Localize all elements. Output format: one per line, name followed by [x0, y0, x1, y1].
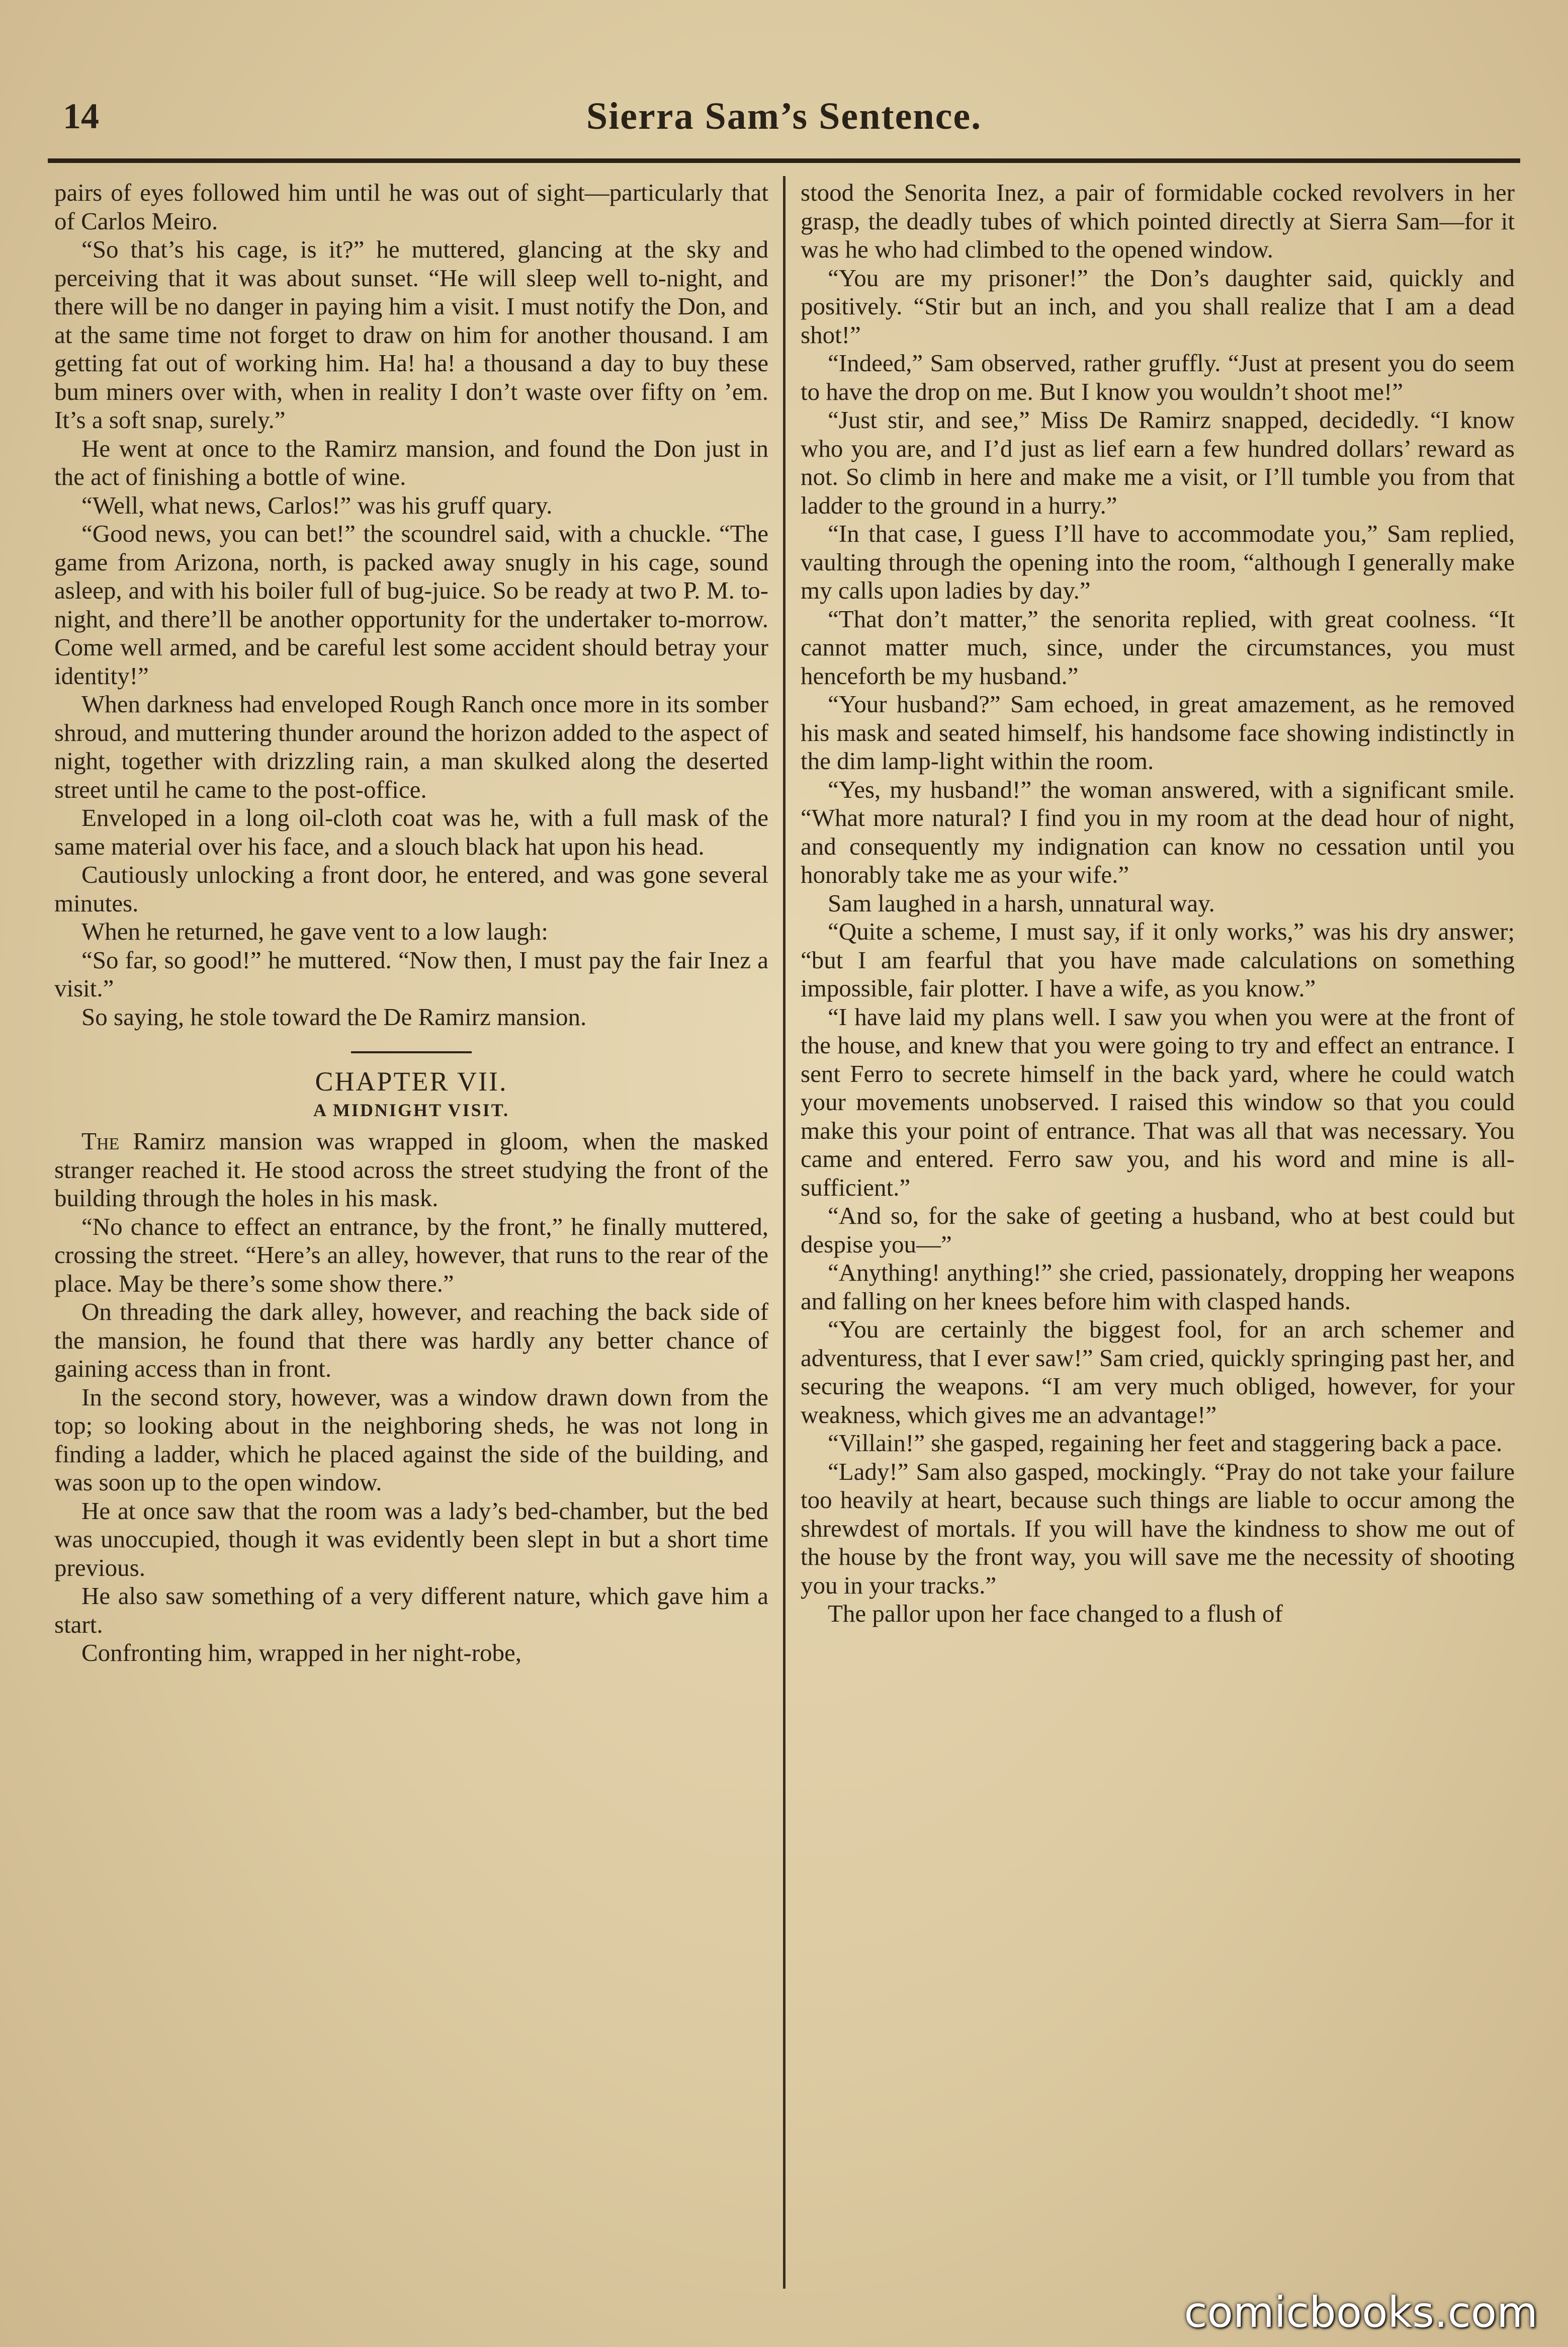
paragraph: “No chance to effect an entrance, by the front,” he finally muttered, crossing the street. “Here’s an alley, however, that runs to the rear of the place. May be there’s some show there.” — [54, 1212, 768, 1297]
page-header — [48, 86, 1520, 161]
paragraph: So saying, he stole toward the De Ramirz mansion. — [81, 1002, 587, 1031]
paragraph: He at once saw that the room was a lady’s bed-chamber, but the bed was unoccupied, though it was evidently been slept in but a short time previous. — [54, 1496, 768, 1581]
paragraph — [54, 1127, 768, 1213]
paragraph: “Just stir, and see,” Miss De Ramirz snapped, decidedly. “I know who you are, and I’d just as lief earn a few hundred dollars’ reward as not. So climb in here and make me a visit, or I’ll tumble you from that ladder to the ground in a hurry.” — [801, 406, 1515, 519]
paragraph: “And so, for the sake of geeting a husband, who at best could but despise you—” — [801, 1202, 1515, 1258]
paragraph: “Well, what news, Carlos!” was his gruff quary. — [81, 491, 553, 519]
chapter-heading-block — [54, 1051, 768, 1124]
paragraph: When darkness had enveloped Rough Ranch once more in its somber shroud, and muttering thunder around the horizon added to the aspect of night, together with drizzling rain, a man skulked along the deserted street until he came to the post-office. — [54, 690, 768, 803]
paragraph: He also saw something of a very different nature, which gave him a start. — [54, 1582, 768, 1638]
paragraph: “Quite a scheme, I must say, if it only works,” was his dry answer; “but I am fearful that you have made calculations on something impossible, fair plotter. I have a wife, as you know.” — [801, 917, 1515, 1002]
paragraph: “Good news, you can bet!” the scoundrel said, with a chuckle. “The game from Arizona, north, is packed away snugly in his cage, sound asleep, and with his boiler full of bug-juice. So be ready at two P. M. to-night, and there’ll be another opportunity for the undertaker to-morrow. Come well armed, and be careful lest some accident should betray your identity!” — [54, 520, 768, 690]
paragraph: In the second story, however, was a window drawn down from the top; so looking about in the neighboring sheds, he was not long in finding a ladder, which he placed against the side of the building, and was soon up to the open window. — [54, 1383, 768, 1496]
running-title: Sierra Sam’s Sentence. — [586, 95, 982, 137]
paragraph: “You are certainly the biggest fool, for an arch schemer and adventuress, that I ever saw!” Sam cried, quickly springing past her, and securing the weapons. “I am very much obliged, however, for your weakness, which gives me an advantage!” — [801, 1315, 1515, 1429]
paragraph-text: Ramirz mansion was wrapped in gloom, when the masked stranger reached it. He stood across the street studying the front of the building through the holes in his mask. — [54, 1127, 768, 1212]
paragraph: “Anything! anything!” she cried, passionately, dropping her weapons and falling on her knees before him with clasped hands. — [801, 1259, 1515, 1315]
paragraph: “So that’s his cage, is it?” he muttered, glancing at the sky and perceiving that it was about sunset. “He will sleep well to-night, and there will be no danger in paying him a visit. I must notify the Don, and at the same time not forget to draw on him for another thousand. I am getting fat out of working him. Ha! ha! a thousand a day to buy these bum miners over with, when in reality I don’t waste over fifty on ’em. It’s a soft snap, surely.” — [54, 235, 768, 434]
chapter-rule — [351, 1051, 472, 1053]
paragraph: “Lady!” Sam also gasped, mockingly. “Pray do not take your failure too heavily at heart, because such things are liable to occur among the shrewdest of mortals. If you will have the kindness to show me out of the house by the front way, you will save me the necessity of shooting you in your tracks.” — [801, 1457, 1515, 1599]
chapter-subtitle: A MIDNIGHT VISIT. — [313, 1100, 510, 1120]
paragraph: Confronting him, wrapped in her night-robe, — [81, 1639, 522, 1666]
paragraph: When he returned, he gave vent to a low laugh: — [81, 917, 548, 945]
paragraph: pairs of eyes followed him until he was out of sight—particularly that of Carlos Meiro. — [54, 179, 768, 235]
paragraph: “Yes, my husband!” the woman answered, with a significant smile. “What more natural? I find you in my room at the dead hour of night, and consequently my indignation can know no cessation until you honorably take me as your wife.” — [801, 775, 1515, 888]
paragraph: He went at once to the Ramirz mansion, and found the Don just in the act of finishing a bottle of wine. — [54, 434, 768, 490]
paragraph: “That don’t matter,” the senorita replied, with great coolness. “It cannot matter much, since, under the circumstances, you must henceforth be my husband.” — [801, 605, 1515, 690]
paragraph: Sam laughed in a harsh, unnatural way. — [828, 889, 1215, 917]
chapter-heading: CHAPTER VII. — [315, 1066, 508, 1097]
paragraph: On threading the dark alley, however, and reaching the back side of the mansion, he found that there was hardly any better chance of gaining access than in front. — [54, 1298, 768, 1382]
column-rule — [783, 176, 786, 2289]
site-watermark: comicbooks.com — [1184, 2288, 1538, 2337]
paragraph: stood the Senorita Inez, a pair of formidable cocked revolvers in her grasp, the deadly tubes of which pointed directly at Sierra Sam—for it was he who had climbed to the opened window. — [801, 179, 1515, 263]
paragraph: “In that case, I guess I’ll have to accommodate you,” Sam replied, vaulting through the opening into the room, “although I generally make my calls upon ladies by day.” — [801, 520, 1515, 604]
paragraph-lead: The — [81, 1127, 120, 1155]
paragraph: “So far, so good!” he muttered. “Now then, I must pay the fair Inez a visit.” — [54, 946, 768, 1002]
paragraph: “Your husband?” Sam echoed, in great amazement, as he removed his mask and seated himself, his handsome face showing indistinctly in the dim lamp-light within the room. — [801, 690, 1515, 775]
right-column — [801, 179, 1515, 2296]
paragraph: “You are my prisoner!” the Don’s daughter said, quickly and positively. “Stir but an inch, and you shall realize that I am a dead shot!” — [801, 264, 1515, 349]
paragraph: “Villain!” she gasped, regaining her feet and staggering back a pace. — [828, 1429, 1503, 1457]
left-column — [54, 179, 768, 2296]
paragraph: “I have laid my plans well. I saw you when you were at the front of the house, and knew that you were going to try and effect an entrance. I sent Ferro to secrete himself in the back yard, where he could watch your movements unobserved. I raised this window so that you could make this your point of entrance. That was all that was necessary. You came and entered. Ferro saw you, and his word and mine is all-sufficient.” — [801, 1002, 1515, 1201]
header-rule — [48, 158, 1520, 163]
page-number: 14 — [63, 96, 99, 136]
paragraph: “Indeed,” Sam observed, rather gruffly. “Just at present you do seem to have the drop on me. But I know you wouldn’t shoot me!” — [801, 349, 1515, 405]
paragraph: Enveloped in a long oil-cloth coat was he, with a full mask of the same material over his face, and a slouch black hat upon his head. — [54, 804, 768, 860]
paragraph: The pallor upon her face changed to a flush of — [828, 1600, 1283, 1627]
paragraph: Cautiously unlocking a front door, he entered, and was gone several minutes. — [54, 861, 768, 917]
